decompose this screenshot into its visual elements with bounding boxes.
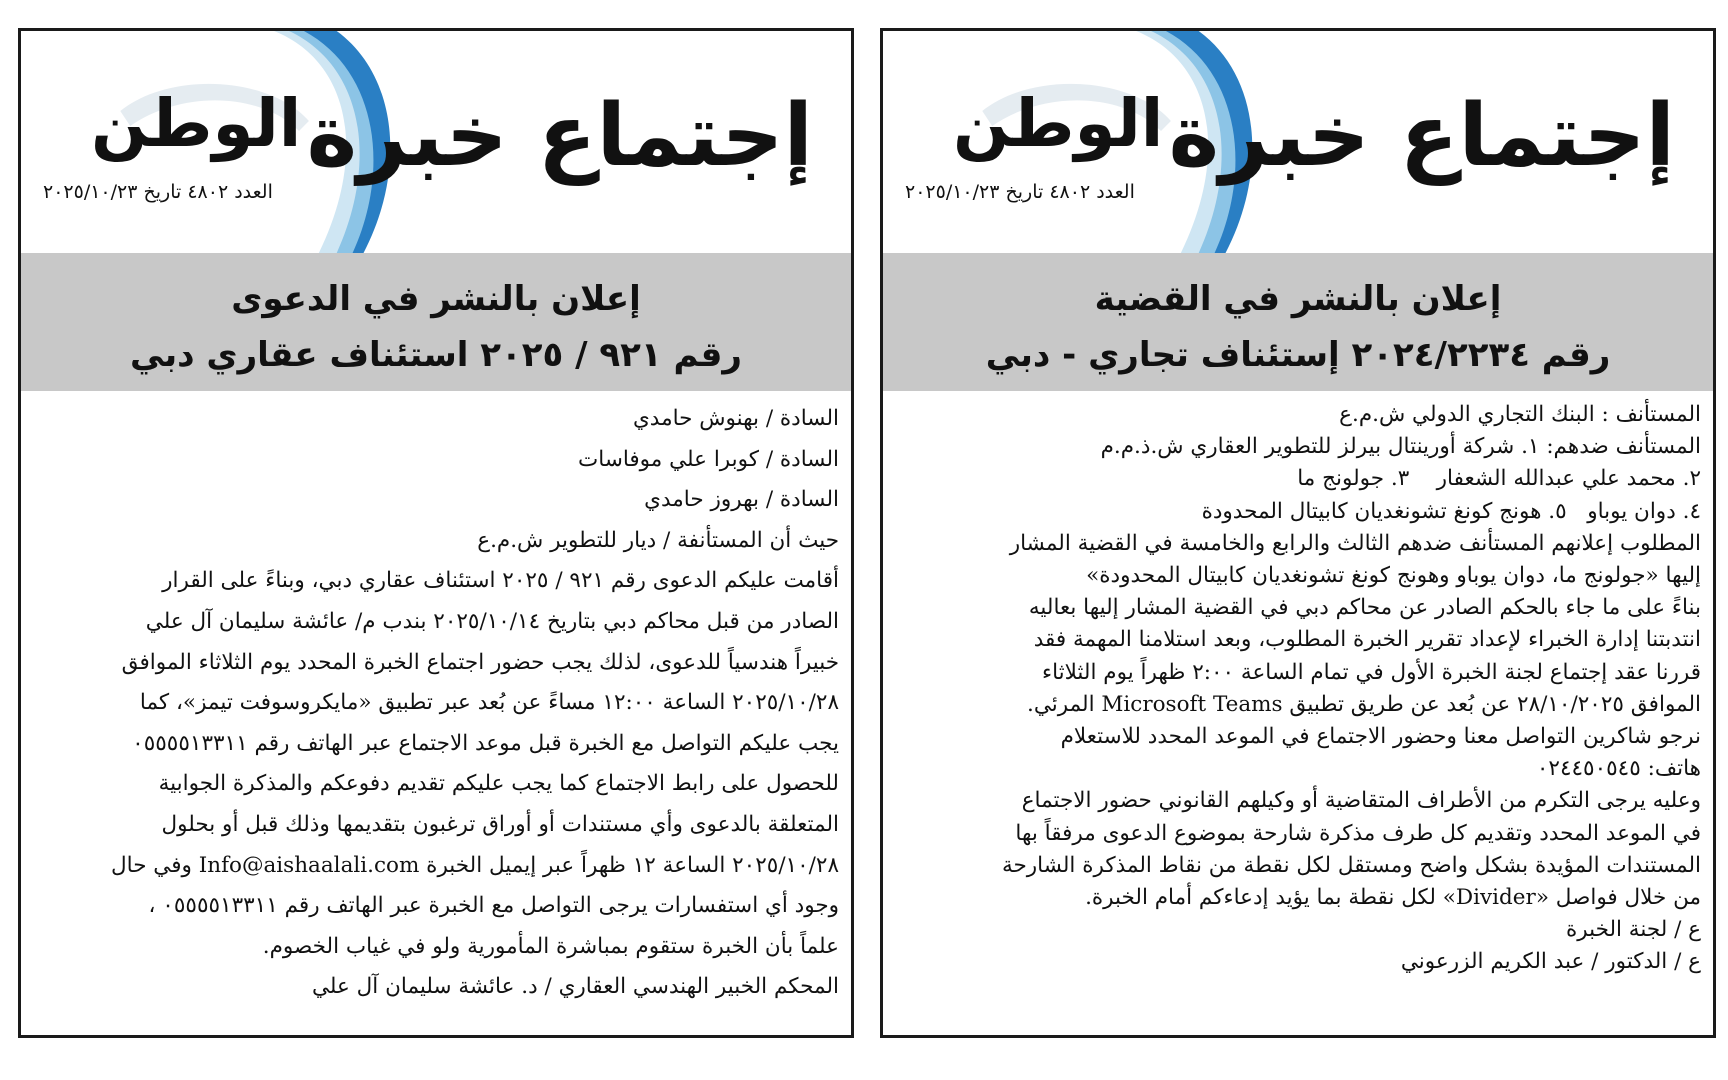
body-line: المستندات المؤيدة بشكل واضح ومستقل لكل نقطة من نقاط المذكرة الشارحة: [1001, 852, 1701, 878]
issue-line: العدد ٤٨٠٢ تاريخ ٢٠٢٥/١٠/٢٣: [905, 181, 1135, 203]
newspaper-name: الوطن: [91, 85, 302, 162]
body-line: الصادر من قبل محاكم دبي بتاريخ ٢٠٢٥/١٠/١٤ بندب م/ عائشة سليمان آل علي: [145, 608, 839, 634]
body-line: المستأنف ضدهم: ١. شركة أورينتال بيرلز للتطوير العقاري ش.ذ.م.م: [1100, 434, 1701, 460]
banner-line-1: إعلان بالنشر في الدعوى: [231, 279, 641, 319]
body-line: ٢٠٢٥/١٠/٢٨ الساعة ١٢:٠٠ مساءً عن بُعد عبر تطبيق «مايكروسوفت تيمز»، كما: [139, 690, 839, 716]
body-line: بناءً على ما جاء بالحكم الصادر عن محاكم دبي في القضية المشار إليها بعاليه: [1028, 595, 1701, 621]
body-line: يجب عليكم التواصل مع الخبرة قبل موعد الاجتماع عبر الهاتف رقم ٠٥٥٥٥١٣٣١١: [132, 730, 839, 756]
signature-line: ع / الدكتور / عبد الكريم الزرعوني: [1400, 949, 1701, 975]
body-line: هاتف: ٠٢٤٤٥٠٥٤٥: [1536, 756, 1701, 782]
body-line: الموافق ٢٨/١٠/٢٠٢٥ عن بُعد عن طريق تطبيق Microsoft Teams المرئي.: [1027, 691, 1701, 717]
body-line: قررنا عقد إجتماع لجنة الخبرة الأول في تمام الساعة ٢:٠٠ ظهراً يوم الثلاثاء: [1041, 659, 1701, 685]
header-title: إجتماع خبرة: [1168, 86, 1675, 186]
signature-line: ع / لجنة الخبرة: [1565, 917, 1701, 943]
newspaper-name: الوطن: [953, 85, 1164, 162]
body-line: السادة / كوبرا علي موفاسات: [578, 446, 839, 472]
body-line: ٢٠٢٥/١٠/٢٨ الساعة ١٢ ظهراً عبر إيميل الخبرة Info@aishaalali.com وفي حال: [111, 852, 839, 878]
body-line: المتعلقة بالدعوى وأي مستندات أو أوراق ترغبون بتقديمها وذلك قبل أو بحلول: [161, 811, 839, 837]
body-line: وعليه يرجى التكرم من الأطراف المتقاضية أو وكيلهم القانوني حضور الاجتماع: [1021, 788, 1701, 814]
banner-line-2: رقم ٩٢١ / ٢٠٢٥ استئناف عقاري دبي: [129, 335, 743, 375]
body-line: نرجو شاكرين التواصل معنا وحضور الاجتماع في الموعد المحدد للاستعلام: [1060, 724, 1701, 750]
body-line: للحصول على رابط الاجتماع كما يجب عليكم تقديم دفوعكم والمذكرة الجوابية: [158, 771, 839, 797]
masthead: [21, 31, 851, 253]
body-line: أقامت عليكم الدعوى رقم ٩٢١ / ٢٠٢٥ استئناف عقاري دبي، وبناءً على القرار: [162, 568, 839, 594]
header-title: إجتماع خبرة: [306, 86, 813, 186]
masthead: [883, 31, 1713, 253]
body-line: علماً بأن الخبرة ستقوم بمباشرة المأمورية ولو في غياب الخصوم.: [262, 933, 839, 959]
notice-body: [21, 391, 851, 1008]
issue-line: العدد ٤٨٠٢ تاريخ ٢٠٢٥/١٠/٢٣: [43, 181, 273, 203]
body-line: ٤. دوان يوباو ٥. هونج كونغ تشونغديان كابيتال المحدودة: [1201, 498, 1701, 524]
body-line: إليها «جولونج ما، دوان يوباو وهونج كونغ تشونغديان كابيتال المحدودة»: [1086, 563, 1701, 589]
body-line: المستأنف : البنك التجاري الدولي ش.م.ع: [1339, 402, 1701, 427]
body-line: وجود أي استفسارات يرجى التواصل مع الخبرة عبر الهاتف رقم ٠٥٥٥٥١٣٣١١ ،: [148, 893, 839, 919]
body-line: السادة / بهنوش حامدي: [632, 406, 839, 431]
notice-right: [880, 28, 1716, 1038]
banner-line-2: رقم ٢٠٢٤/٢٢٣٤ إستئناف تجاري - دبي: [985, 335, 1611, 375]
body-line: ٢. محمد علي عبدالله الشعفار ٣. جولونج ما: [1297, 466, 1701, 492]
body-line: خبيراً هندسياً للدعوى، لذلك يجب حضور اجتماع الخبرة المحدد يوم الثلاثاء الموافق: [121, 649, 839, 675]
banner-line-1: إعلان بالنشر في القضية: [1094, 279, 1502, 319]
body-line: من خلال فواصل «Divider» لكل نقطة بما يؤيد إدعاءكم أمام الخبرة.: [1085, 885, 1701, 911]
body-line: السادة / بهروز حامدي: [644, 487, 839, 513]
notice-banner: [21, 253, 851, 391]
notice-banner: [883, 253, 1713, 391]
body-line: المطلوب إعلانهم المستأنف ضدهم الثالث والرابع والخامسة في القضية المشار: [1009, 530, 1701, 556]
signature-line: المحكم الخبير الهندسي العقاري / د. عائشة سليمان آل علي: [311, 974, 839, 1000]
body-line: حيث أن المستأنفة / ديار للتطوير ش.م.ع: [477, 527, 839, 553]
body-line: في الموعد المحدد وتقديم كل طرف مذكرة شارحة بموضوع الدعوى مرفقاً بها: [1015, 820, 1701, 846]
notice-body: [883, 391, 1713, 979]
notice-left: [18, 28, 854, 1038]
body-line: انتدبتنا إدارة الخبراء لإعداد تقرير الخبرة المطلوب، وبعد استلامنا المهمة فقد: [1033, 627, 1701, 653]
